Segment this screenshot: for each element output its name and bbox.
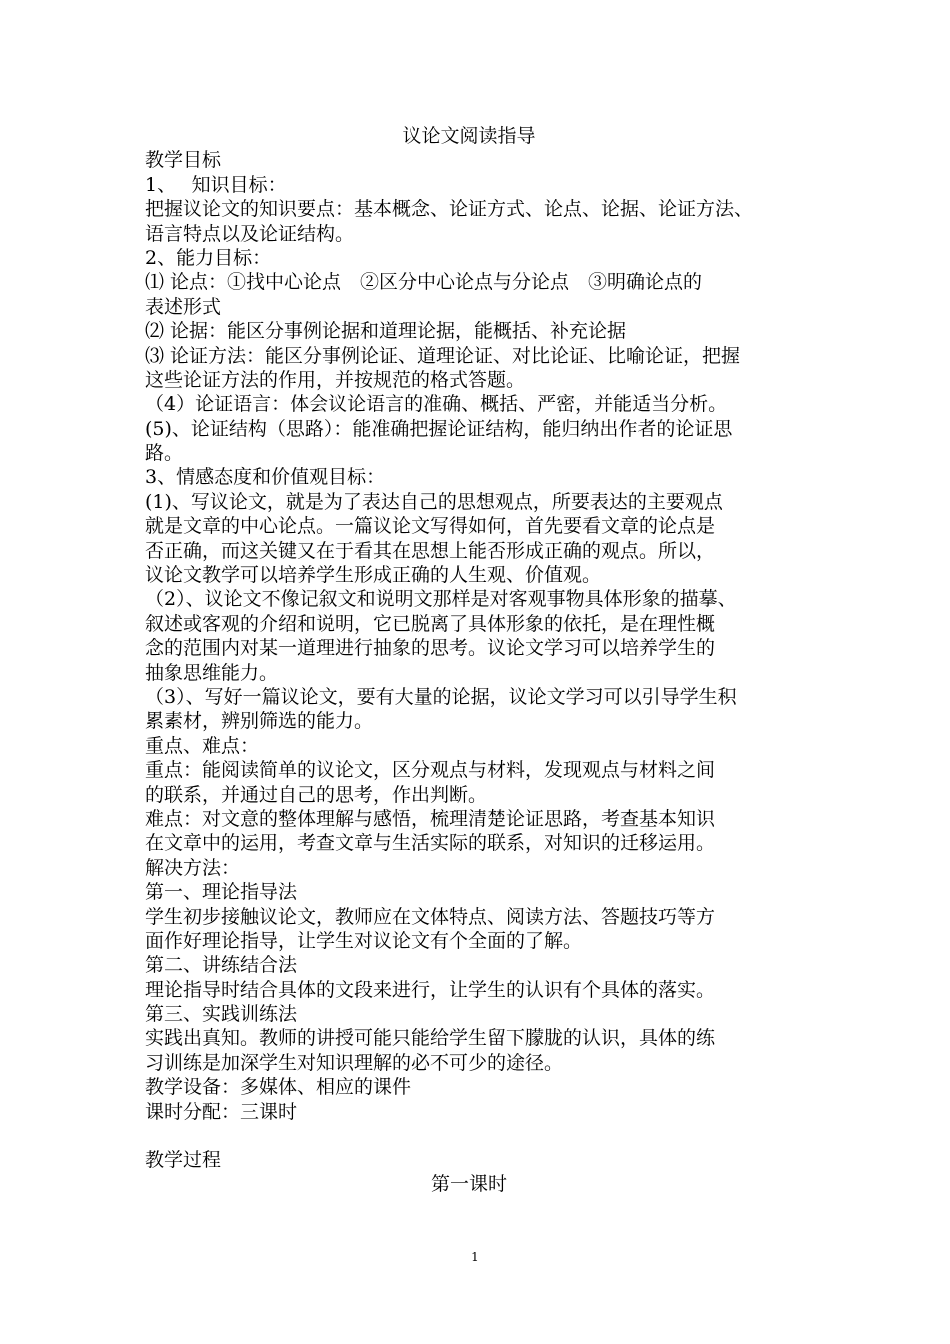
body-line: 抽象思维能力。: [145, 661, 279, 684]
body-line: 课时分配：三课时: [145, 1100, 298, 1123]
body-line: 理论指导时结合具体的文段来进行，让学生的认识有个具体的落实。: [145, 978, 716, 1001]
body-line: 的联系，并通过自己的思考，作出判断。: [145, 783, 488, 806]
body-line: 1、 知识目标：: [145, 173, 287, 196]
body-line: 习训练是加深学生对知识理解的必不可少的途径。: [145, 1051, 564, 1074]
body-line: （3）、写好一篇议论文，要有大量的论据，议论文学习可以引导学生积: [145, 685, 737, 708]
body-line: 教学目标: [145, 149, 222, 172]
body-line: 教学设备：多媒体、相应的课件: [145, 1076, 412, 1099]
body-line: 重点、难点：: [145, 734, 260, 757]
body-line: 这些论证方法的作用，并按规范的格式答题。: [145, 368, 526, 391]
blank-line: [145, 1124, 813, 1148]
body-line: 表述形式: [145, 295, 222, 318]
document-title: 议论文阅读指导: [402, 125, 536, 147]
body-line: 第三、实践训练法: [145, 1003, 298, 1026]
body-line: 否正确，而这关键又在于看其在思想上能否形成正确的观点。所以，: [145, 539, 716, 562]
body-line: 解决方法：: [145, 856, 241, 879]
lesson-heading: 第一课时: [430, 1173, 507, 1196]
body-line: 2、能力目标：: [145, 246, 272, 269]
body-line: ⑴ 论点：①找中心论点 ②区分中心论点与分论点 ③明确论点的: [145, 271, 703, 294]
body-line: 重点：能阅读简单的议论文，区分观点与材料，发现观点与材料之间: [145, 759, 716, 782]
body-line: 实践出真知。教师的讲授可能只能给学生留下朦胧的认识，具体的练: [145, 1027, 716, 1050]
body-line: 第一、理论指导法: [145, 881, 298, 904]
body-line: (1)、写议论文，就是为了表达自己的思想观点，所要表达的主要观点: [145, 490, 723, 513]
body-line: 把握议论文的知识要点：基本概念、论证方式、论点、论据、论证方法、: [145, 198, 754, 221]
body-line: 累素材，辨别筛选的能力。: [145, 710, 374, 733]
body-line: （2）、议论文不像记叙文和说明文那样是对客观事物具体形象的描摹、: [145, 588, 737, 611]
body-line: 在文章中的运用，考查文章与生活实际的联系，对知识的迁移运用。: [145, 832, 716, 855]
body-line: ⑶ 论证方法：能区分事例论证、道理论证、对比论证、比喻论证，把握: [145, 344, 741, 367]
body-line: 路。: [145, 442, 184, 465]
body-line: 学生初步接触议论文，教师应在文体特点、阅读方法、答题技巧等方: [145, 905, 716, 928]
body-line: 议论文教学可以培养学生形成正确的人生观、价值观。: [145, 564, 602, 587]
page-number: 1: [471, 1250, 479, 1264]
body-line: 念的范围内对某一道理进行抽象的思考。议论文学习可以培养学生的: [145, 637, 716, 660]
document-body: [145, 124, 813, 1197]
body-line: 语言特点以及论证结构。: [145, 222, 355, 245]
body-line: 叙述或客观的介绍和说明，它已脱离了具体形象的依托，是在理性概: [145, 612, 716, 635]
body-line: 第二、讲练结合法: [145, 954, 298, 977]
body-line: （4）论证语言：体会议论语言的准确、概括、严密，并能适当分析。: [145, 393, 728, 416]
body-line: 难点：对文意的整体理解与感悟，梳理清楚论证思路，考查基本知识: [145, 807, 716, 830]
body-line: (5)、论证结构（思路）：能准确把握论证结构，能归纳出作者的论证思: [145, 417, 733, 440]
body-line: 面作好理论指导，让学生对议论文有个全面的了解。: [145, 929, 583, 952]
body-lines: [145, 148, 813, 1124]
body-line: 3、情感态度和价值观目标：: [145, 466, 386, 489]
body-line: 就是文章的中心论点。一篇议论文写得如何，首先要看文章的论点是: [145, 515, 716, 538]
body-line: ⑵ 论据：能区分事例论据和道理论据，能概括、补充论据: [145, 320, 627, 343]
process-heading: 教学过程: [145, 1149, 222, 1172]
